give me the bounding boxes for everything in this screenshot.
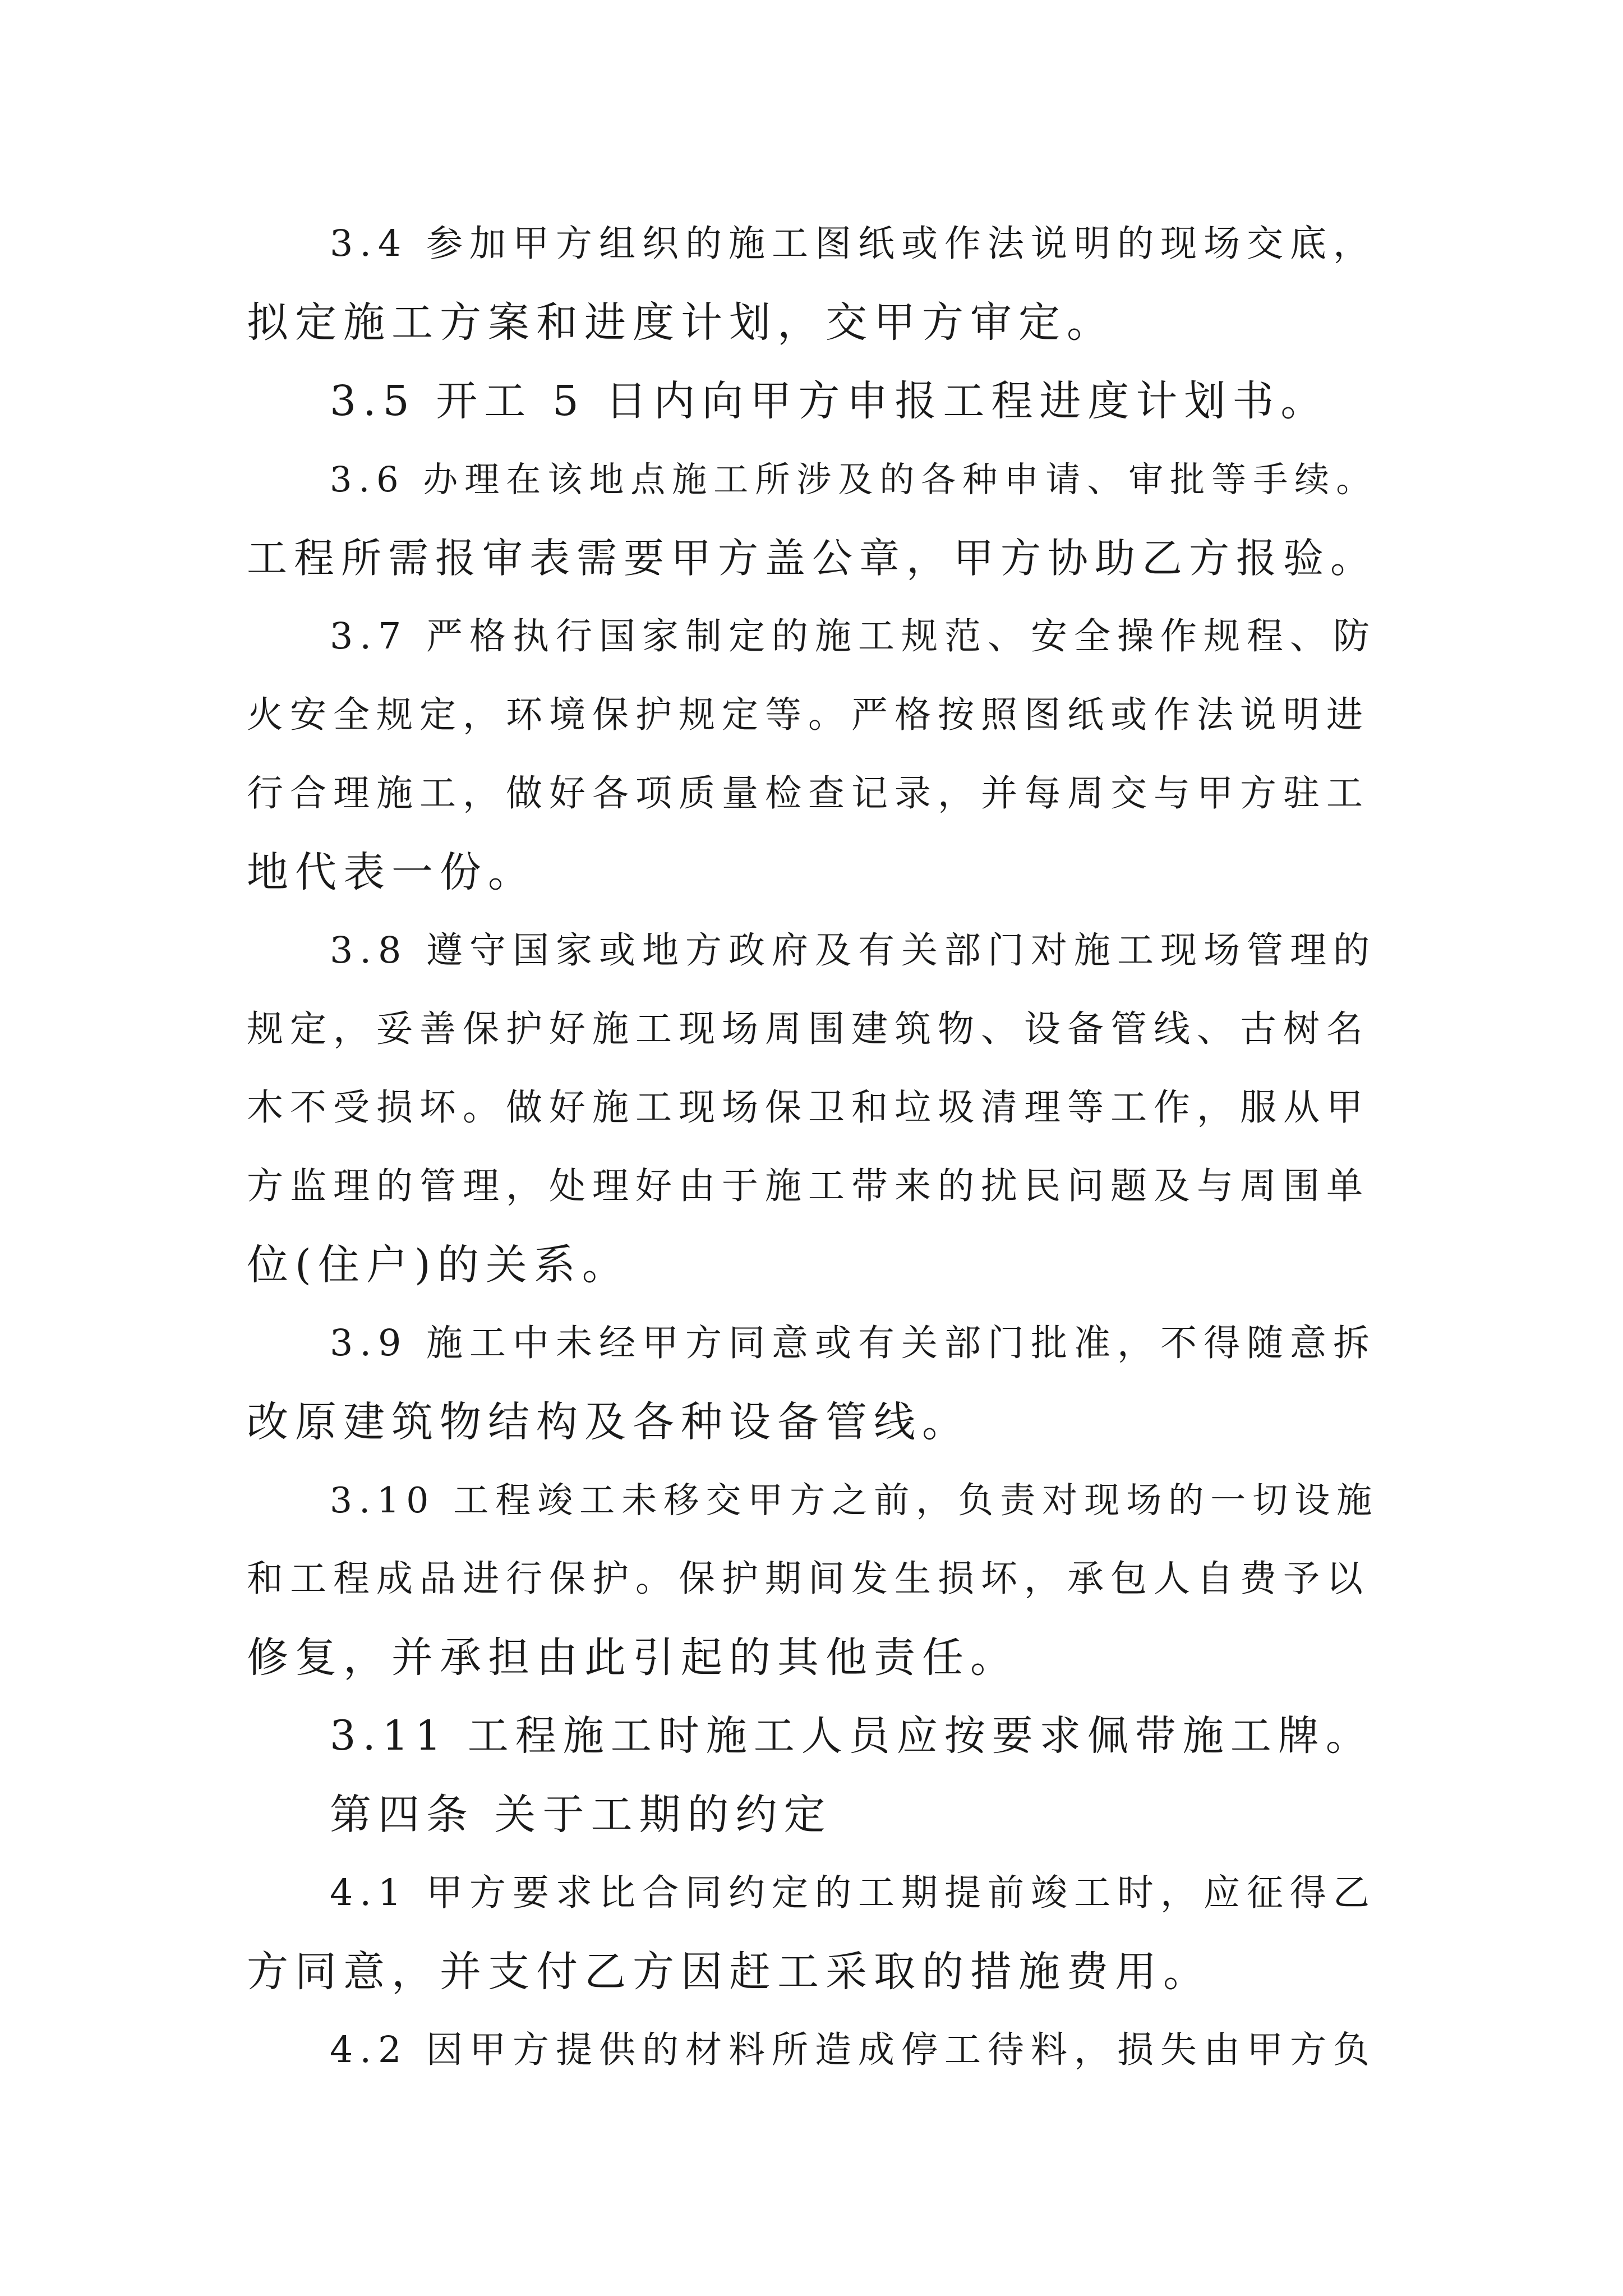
text-line: 3.7 严格执行国家制定的施工规范、安全操作规程、防	[330, 615, 1377, 657]
section-heading: 第四条 关于工期的约定	[330, 1791, 832, 1839]
text-line: 方同意，并支付乙方因赶工采取的措施费用。	[247, 1948, 1211, 1996]
text-line: 规定，妥善保护好施工现场周围建筑物、设备管线、古树名	[247, 1008, 1370, 1050]
text-line: 3.6 办理在该地点施工所涉及的各种申请、审批等手续。	[330, 459, 1378, 500]
text-line: 4.2 因甲方提供的材料所造成停工待料，损失由甲方负	[330, 2029, 1377, 2071]
text-line: 3.10 工程竣工未移交甲方之前，负责对现场的一切设施	[330, 1480, 1379, 1521]
text-line: 改原建筑物结构及各种设备管线。	[247, 1398, 970, 1446]
text-line: 地代表一份。	[247, 848, 536, 896]
text-line: 位(住户)的关系。	[247, 1241, 630, 1289]
text-line: 和工程成品进行保护。保护期间发生损坏，承包人自费予以	[247, 1558, 1370, 1600]
text-line: 4.1 甲方要求比合同约定的工期提前竣工时，应征得乙	[330, 1872, 1377, 1914]
text-line: 修复，并承担由此引起的其他责任。	[247, 1634, 1018, 1682]
text-line: 方监理的管理，处理好由于施工带来的扰民问题及与周围单	[247, 1165, 1370, 1207]
text-line: 3.5 开工 5 日内向甲方申报工程进度计划书。	[330, 377, 1329, 425]
text-line: 3.9 施工中未经甲方同意或有关部门批准，不得随意拆	[330, 1322, 1377, 1364]
text-line: 火安全规定，环境保护规定等。严格按照图纸或作法说明进	[247, 694, 1370, 736]
text-line: 3.4 参加甲方组织的施工图纸或作法说明的现场交底，	[330, 223, 1377, 265]
text-line: 拟定施工方案和进度计划，交甲方审定。	[247, 298, 1115, 347]
text-line: 行合理施工，做好各项质量检查记录，并每周交与甲方驻工	[247, 772, 1370, 815]
text-line: 3.11 工程施工时施工人员应按要求佩带施工牌。	[330, 1712, 1373, 1760]
text-line: 木不受损坏。做好施工现场保卫和垃圾清理等工作，服从甲	[247, 1087, 1370, 1129]
text-line: 3.8 遵守国家或地方政府及有关部门对施工现场管理的	[330, 930, 1377, 972]
text-line: 工程所需报审表需要甲方盖公章，甲方协助乙方报验。	[247, 535, 1378, 582]
